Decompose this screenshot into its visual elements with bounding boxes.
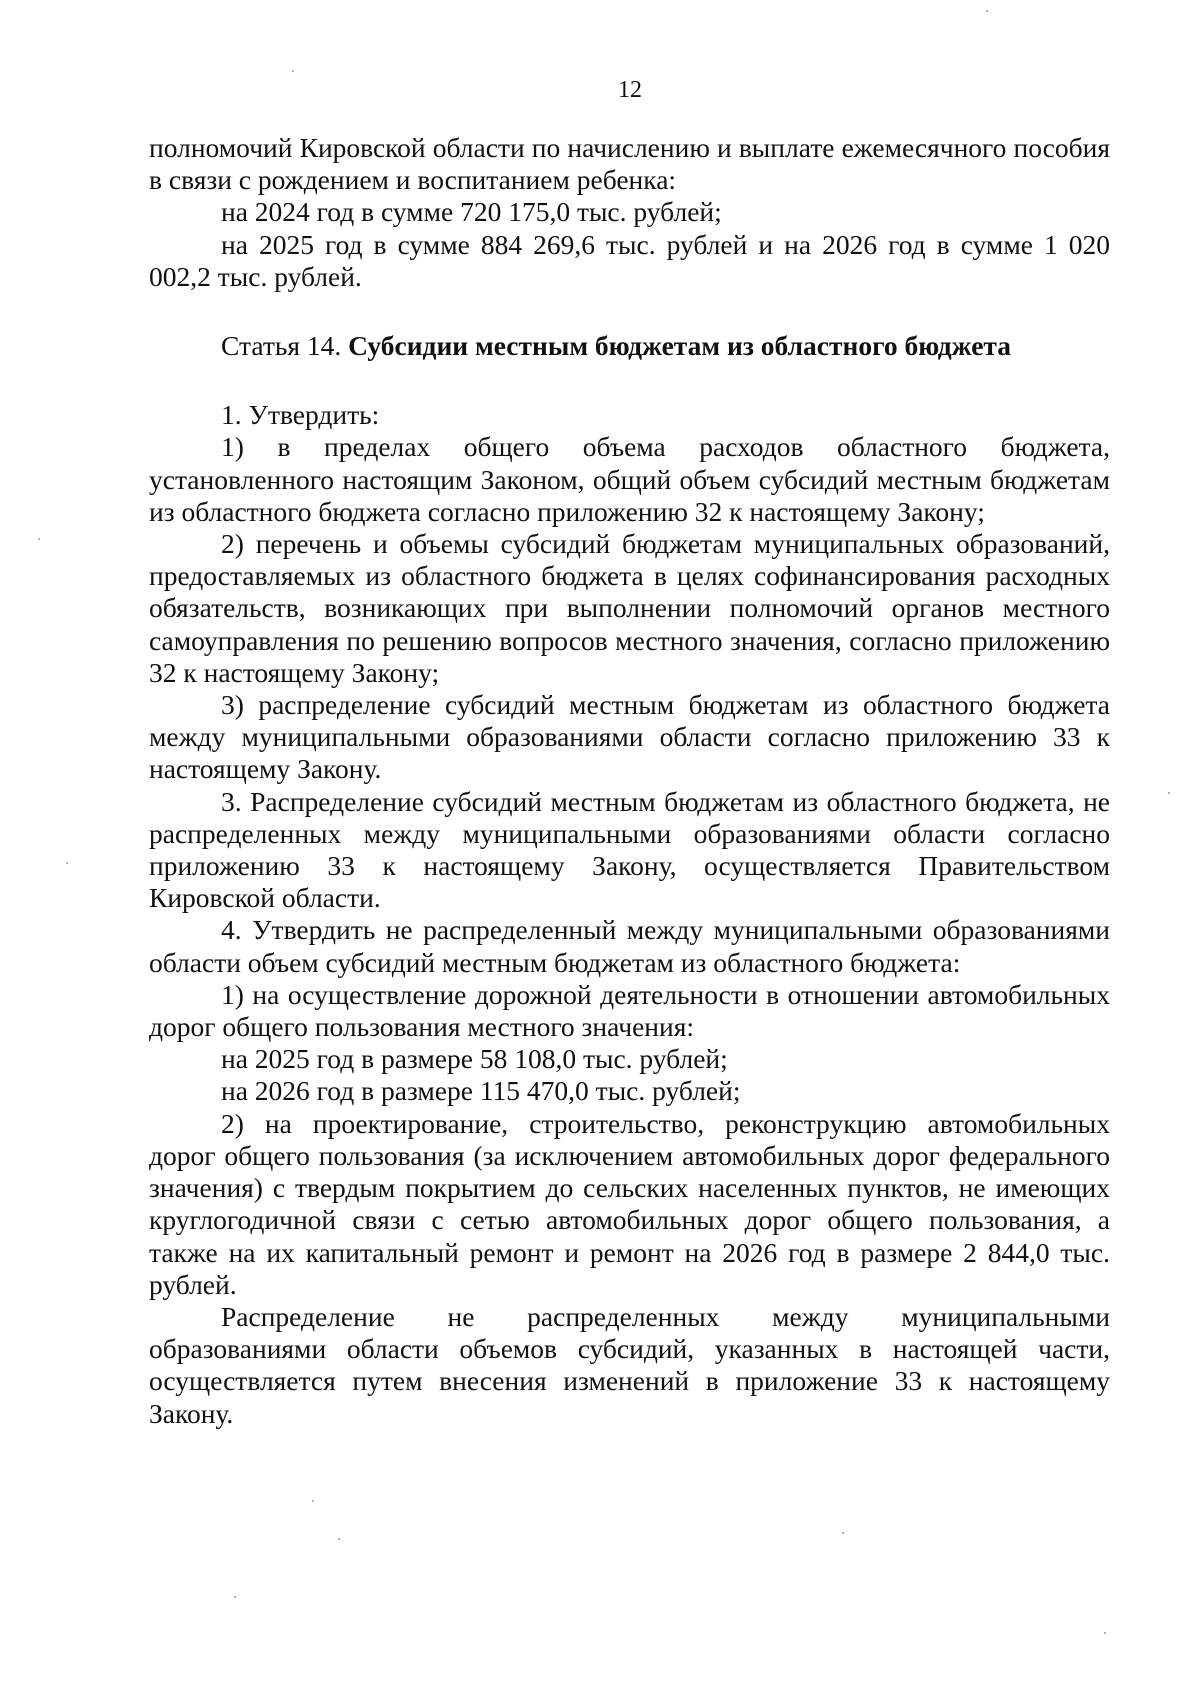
scan-speck xyxy=(1104,1632,1106,1634)
paragraph-4-item-2: 2) на проектирование, строительство, реконструкцию автомобильных дорог общего пользования (за исключением автомобильных дорог федерального значения) с твердым покрытием до сельских населенных пунктов, не имеющих круглогодичной связи с сетью автомобильных дорог общего пользования, а также на их капитальный ремонт и ремонт на 2026 год в размере 2 844,0 тыс. рублей. xyxy=(149,1107,1110,1300)
scan-speck xyxy=(842,1532,844,1534)
scan-speck xyxy=(292,70,294,72)
paragraph-item-2: 2) перечень и объемы субсидий бюджетам муниципальных образований, предоставляемых из областного бюджета в целях софинансирования расходных обязательств, возникающих при выполнении полномочий органов местного самоуправления по решению вопросов местного значения, согласно приложению 32 к настоящему Закону; xyxy=(149,528,1110,688)
paragraph-4-item-1-2025: на 2025 год в размере 58 108,0 тыс. рублей; xyxy=(221,1043,728,1075)
paragraph-final: Распределение не распределенных между муниципальными образованиями области объемов субсидий, указанных в настоящей части, осуществляется путем внесения изменений в приложение 33 к настоящему Закону. xyxy=(149,1300,1110,1429)
scan-speck xyxy=(66,862,68,864)
paragraph-item-3: 3) распределение субсидий местным бюджетам из областного бюджета между муниципальными образованиями области согласно приложению 33 к настоящему Закону. xyxy=(149,689,1110,785)
scan-speck xyxy=(1168,792,1170,794)
article-title: Субсидии местным бюджетам из областного бюджета xyxy=(348,330,1011,362)
document-body xyxy=(149,132,1110,1430)
article-number: Статья 14. xyxy=(221,330,342,362)
article-heading xyxy=(149,330,1110,362)
paragraph-4-item-1: 1) на осуществление дорожной деятельности в отношении автомобильных дорог общего пользования местного значения: xyxy=(149,978,1110,1043)
page-number: 12 xyxy=(618,77,642,103)
intro-item-2024: на 2024 год в сумме 720 175,0 тыс. рублей; xyxy=(221,196,722,228)
intro-item-2025-2026: на 2025 год в сумме 884 269,6 тыс. рублей и на 2026 год в сумме 1 020 002,2 тыс. рублей. xyxy=(149,228,1110,292)
paragraph-4-approve: 4. Утвердить не распределенный между муниципальными образованиями области объем субсидий местным бюджетам из областного бюджета: xyxy=(149,914,1110,978)
scan-speck xyxy=(38,538,40,540)
scan-speck xyxy=(234,1596,236,1598)
paragraph-approve: 1. Утвердить: xyxy=(221,399,380,431)
paragraph-item-1: 1) в пределах общего объема расходов областного бюджета, установленного настоящим Законом, общий объем субсидий местным бюджетам из областного бюджета согласно приложению 32 к настоящему Закону; xyxy=(149,431,1110,527)
scan-speck xyxy=(986,10,988,12)
paragraph-4-item-1-2026: на 2026 год в размере 115 470,0 тыс. рублей; xyxy=(221,1075,741,1107)
intro-paragraph: полномочий Кировской области по начислению и выплате ежемесячного пособия в связи с рождением и воспитанием ребенка: xyxy=(149,132,1110,196)
scan-speck xyxy=(338,1538,340,1540)
paragraph-3-distribution: 3. Распределение субсидий местным бюджетам из областного бюджета, не распределенных между муниципальными образованиями области согласно приложению 33 к настоящему Закону, осуществляется Правительством Кировской области. xyxy=(149,785,1110,914)
scan-speck xyxy=(312,1500,314,1502)
